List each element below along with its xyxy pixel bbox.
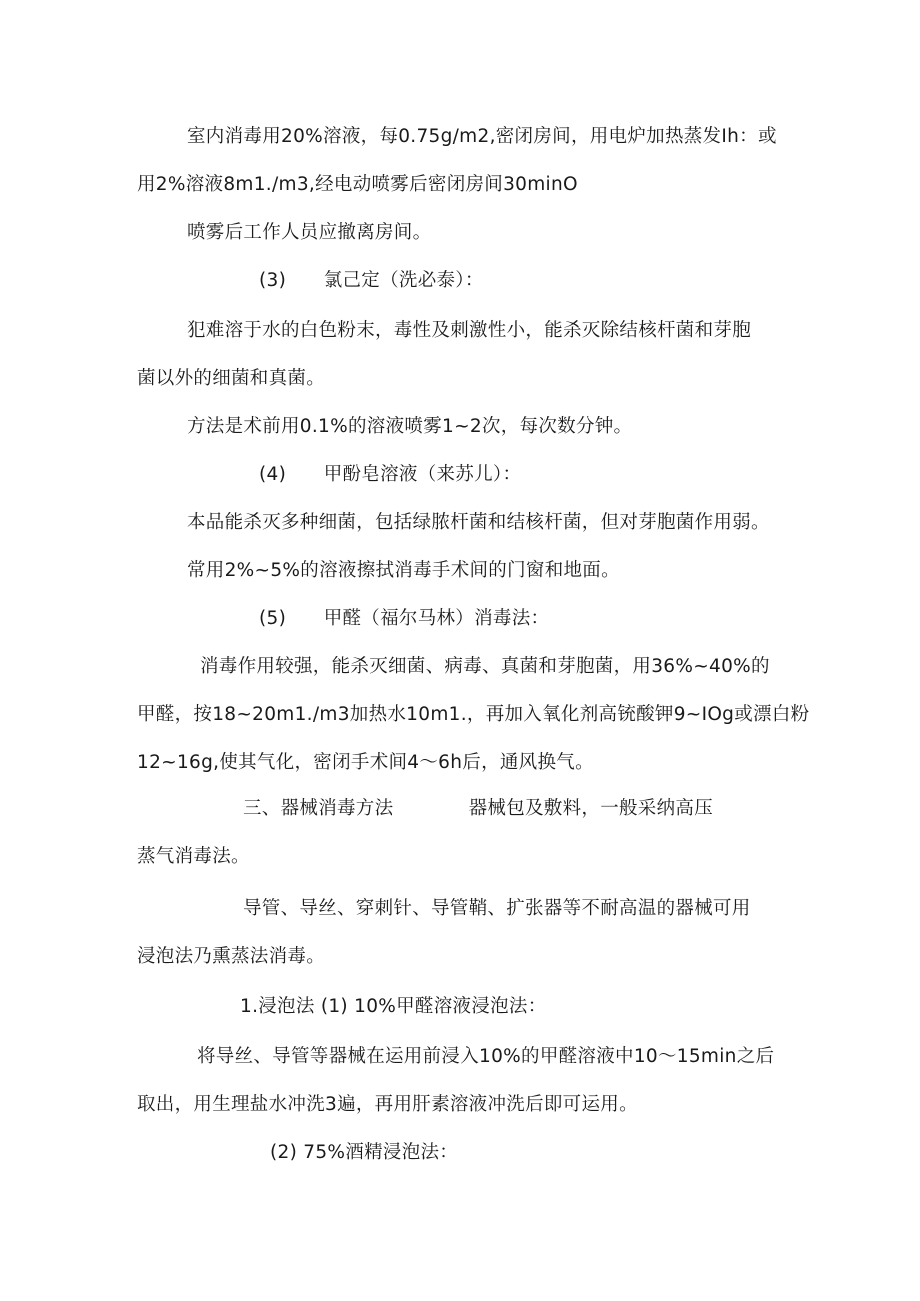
text-line: 取出，用生理盐水冲洗3遍，再用肝素溶液冲洗后即可运用。 xyxy=(137,1094,638,1115)
text-line: 本品能杀灭多种细菌，包括绿脓杆菌和结核杆菌，但对芽胞菌作用弱。 xyxy=(187,512,770,533)
text-line: (2) 75%酒精浸泡法： xyxy=(270,1142,459,1163)
text-line: 导管、导丝、穿刺针、导管鞘、扩张器等不耐高温的器械可用 xyxy=(243,898,751,919)
text-line: (5) 甲醛（福尔马林）消毒法： xyxy=(259,608,550,629)
text-line: (3) 氯己定（洗必泰）： xyxy=(259,270,484,291)
text-line: 甲醛，按18~20m1./m3加热水10m1.，再加入氧化剂高铳酸钾9~IOg或漂白粉 xyxy=(137,704,810,725)
text-line: 1.浸泡法 (1) 10%甲醛溶液浸泡法： xyxy=(240,996,547,1017)
text-line: 犯难溶于水的白色粉末，毒性及刺激性小，能杀灭除结核杆菌和芽胞 xyxy=(187,320,752,341)
text-line: 菌以外的细菌和真菌。 xyxy=(137,368,326,389)
text-line: 将导丝、导管等器械在运用前浸入10%的甲醛溶液中10〜15min之后 xyxy=(197,1046,775,1067)
text-line: (4) 甲酚皂溶液（来苏儿）： xyxy=(259,464,522,485)
text-line: 常用2%~5%的溶液擦拭消毒手术间的门窗和地面。 xyxy=(187,560,620,581)
text-line: 用2%溶液8m1./m3,经电动喷雾后密闭房间30minO xyxy=(137,174,578,195)
text-line: 室内消毒用20%溶液，每0.75g/m2,密闭房间，用电炉加热蒸发Ih：或 xyxy=(187,126,777,147)
text-line: 喷雾后工作人员应撤离房间。 xyxy=(187,222,432,243)
text-line: 12~16g,使其气化，密闭手术间4〜6h后，通风换气。 xyxy=(137,752,594,773)
text-line: 方法是术前用0.1%的溶液喷雾1~2次，每次数分钟。 xyxy=(187,416,633,437)
text-line: 蒸气消毒法。 xyxy=(137,846,250,867)
text-line: 消毒作用较强，能杀灭细菌、病毒、真菌和芽胞菌，用36%~40%的 xyxy=(200,656,770,677)
text-line: 三、器械消毒方法 器械包及敷料，一般采纳高压 xyxy=(243,798,714,819)
text-line: 浸泡法乃熏蒸法消毒。 xyxy=(137,946,326,967)
